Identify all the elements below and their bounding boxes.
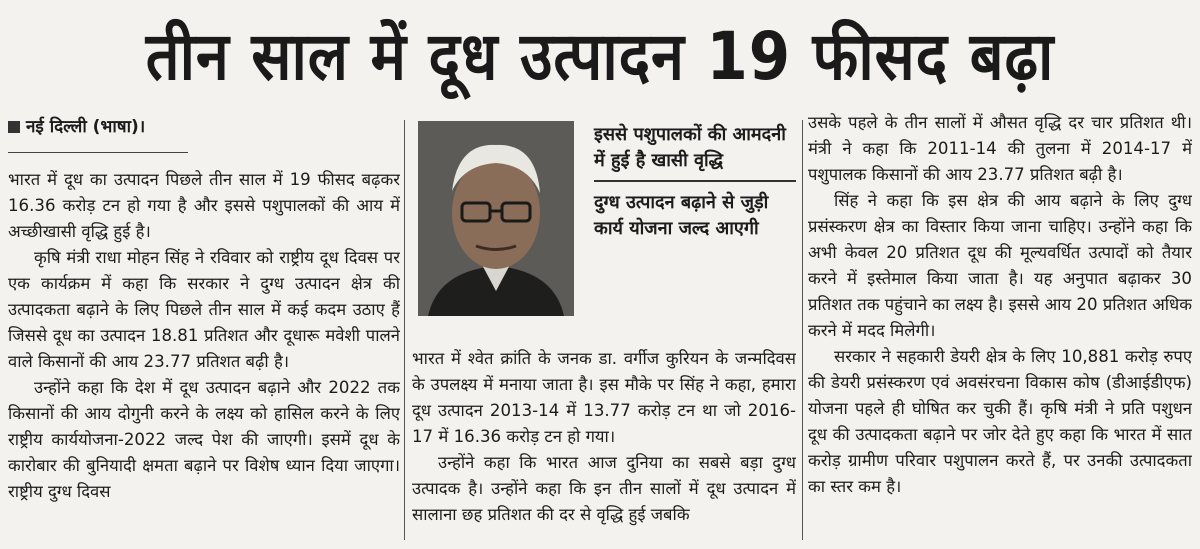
column-divider-right [802,120,803,540]
article-column-3 [808,110,1192,546]
portrait-image [418,121,574,316]
column-divider-left [404,120,405,540]
minister-photo [418,121,574,316]
article-column-2 [412,346,796,546]
dateline-text: नई दिल्ली (भाषा)। [26,117,146,137]
dateline [8,110,400,150]
highlight-separator [594,180,796,182]
paragraph: सिंह ने कहा कि इस क्षेत्र की आय बढ़ाने के लिए दुग्ध प्रसंस्करण क्षेत्र का विस्तार किया जाना चाहिए। उन्होंने कहा कि अभी केवल 20 प्रतिशत दूध की मूल्यवर्धित उत्पादों को तैयार करने में इस्तेमाल किया जाता है। यह अनुपात बढ़ाकर 30 प्रतिशत तक पहुंचाने का लक्ष्य है। इससे आय 20 प्रतिशत अधिक करने में मदद मिलेगी। [808,191,1192,340]
paragraph: उन्होंने कहा कि भारत आज दुनिया का सबसे बड़ा दुग्ध उत्पादक है। उन्होंने कहा कि इन तीन सालों में दूध उत्पादन में सालाना छह प्रतिशत की दर से वृद्धि हुई जबकि [412,453,796,524]
paragraph: उन्होंने कहा कि देश में दूध उत्पादन बढ़ाने और 2022 तक किसानों की आय दोगुनी करने के लक्ष्य को हासिल करने के लिए राष्ट्रीय कार्ययोजना-2022 जल्द पेश की जाएगी। इसमें दूध के कारोबार की बुनियादी क्षमता बढ़ाने पर विशेष ध्यान दिया जाएगा। राष्ट्रीय दुग्ध दिवस [8,378,400,501]
paragraph: भारत में श्वेत क्रांति के जनक डा. वर्गीज कुरियन के जन्मदिवस के उपलक्ष्य में मनाया जाता है। इस मौके पर सिंह ने कहा, हमारा दूध उत्पादन 2013-14 में 13.77 करोड़ टन था जो 2016-17 में 16.36 करोड़ टन हो गया। [412,349,796,446]
article-column-1 [8,110,400,546]
bullet-square-icon [8,121,20,133]
highlight-1: इससे पशुपालकों की आमदनी में हुई है खासी वृद्धि [594,124,786,171]
highlight-box [588,116,800,340]
paragraph: उसके पहले के तीन सालों में औसत वृद्धि दर चार प्रतिशत थी। मंत्री ने कहा कि 2011-14 की तुलना में 2014-17 में पशुपालक किसानों की आय 23.77 प्रतिशत बढ़ी है। [808,113,1192,184]
paragraph: भारत में दूध का उत्पादन पिछले तीन साल में 19 फीसद बढ़कर 16.36 करोड़ टन हो गया है और इससे पशुपालकों की आय में अच्छीखासी वृद्धि हुई है। [8,170,400,241]
highlight-2: दुग्ध उत्पादन बढ़ाने से जुड़ी कार्य योजना जल्द आएगी [594,192,769,239]
headline: तीन साल में दूध उत्पादन 19 फीसद बढ़ा [145,18,1055,95]
dateline-rule [8,152,188,153]
paragraph: कृषि मंत्री राधा मोहन सिंह ने रविवार को राष्ट्रीय दूध दिवस पर एक कार्यक्रम में कहा कि सरकार ने दुग्ध उत्पादन क्षेत्र की उत्पादकता बढ़ाने के लिए पिछले तीन साल में कई कदम उठाए हैं जिससे दूध का उत्पादन 18.81 प्रतिशत और दूधारू मवेशी पालने वाले किसानों की आय 23.77 प्रतिशत बढ़ी है। [8,248,400,371]
paragraph: सरकार ने सहकारी डेयरी क्षेत्र के लिए 10,881 करोड़ रुपए की डेयरी प्रसंस्करण एवं अवसंरचना विकास कोष (डीआईडीएफ) योजना पहले ही घोषित कर चुकी हैं। कृषि मंत्री ने प्रति पशुधन दूध की उत्पादकता बढ़ाने पर जोर देते हुए कहा कि भारत में सात करोड़ ग्रामीण परिवार पशुपालन करते हैं, पर उनकी उत्पादकता का स्तर कम है। [808,347,1192,496]
